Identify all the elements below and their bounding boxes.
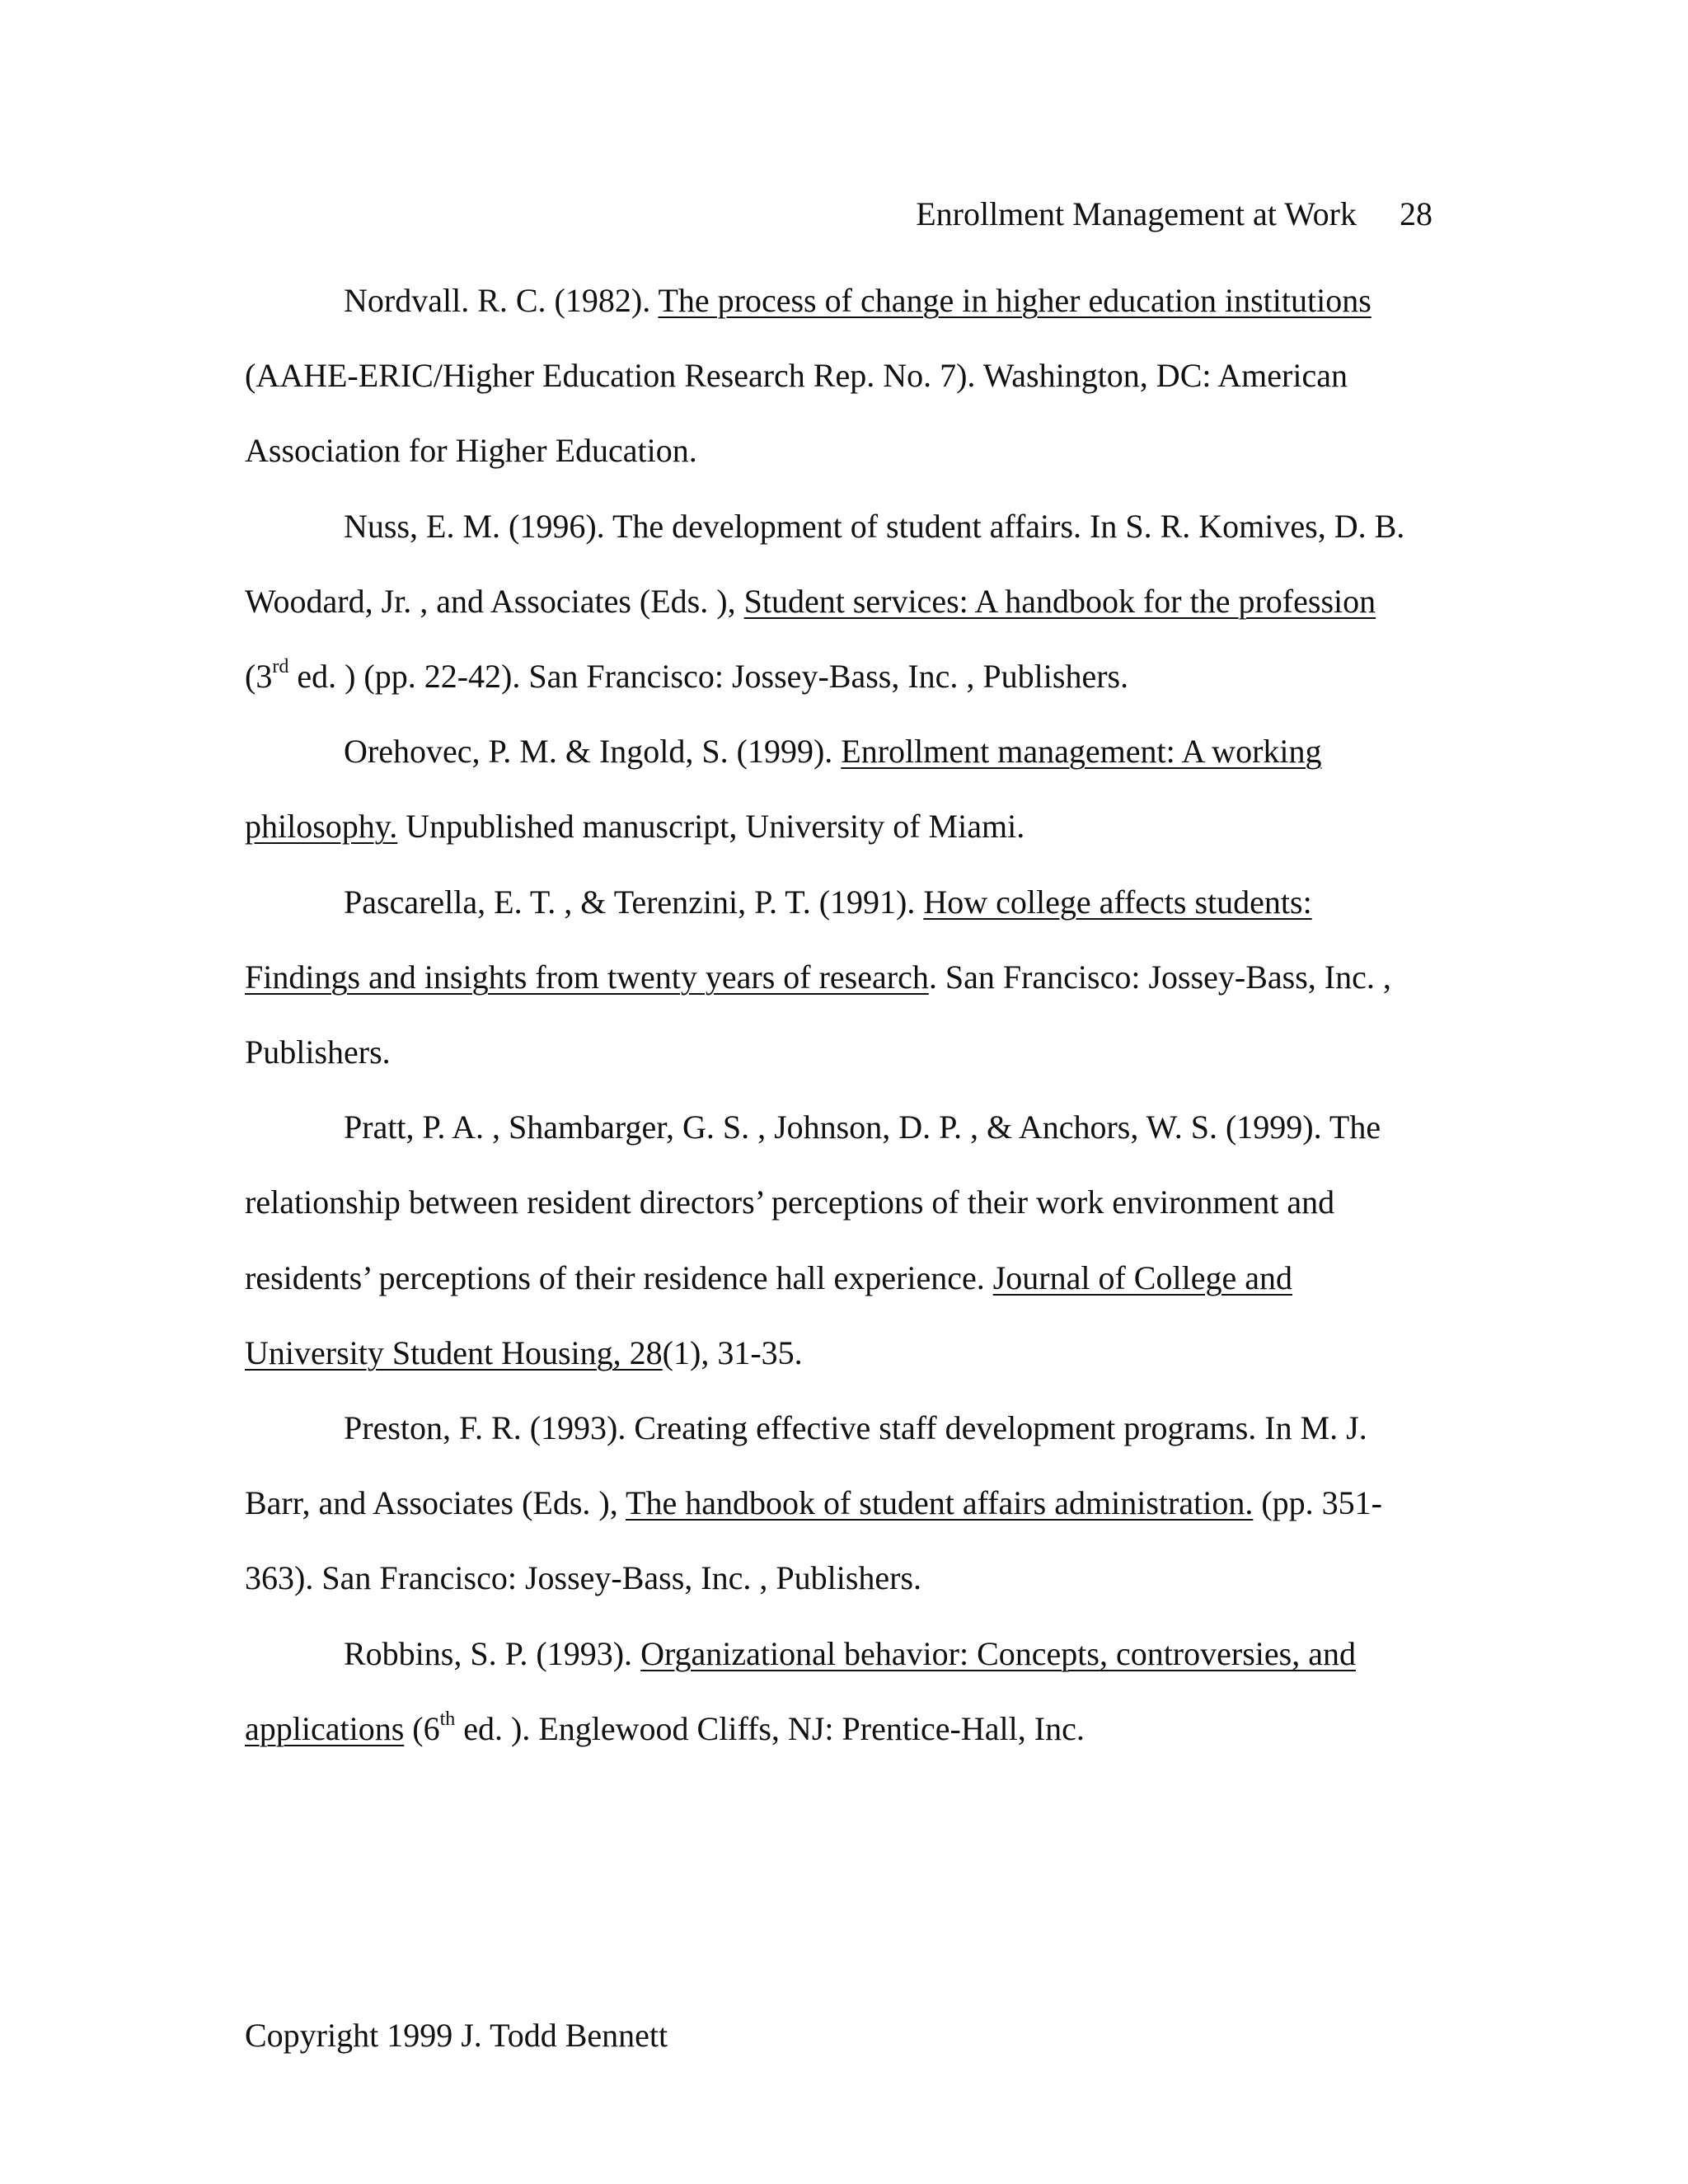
reference-line <box>245 639 1448 714</box>
underlined-title: philosophy. <box>245 808 398 846</box>
reference-line <box>245 1540 1448 1615</box>
reference-orehovec <box>245 714 1448 864</box>
citation-text: ed. ) (pp. 22-42). San Francisco: Jossey-Bass, Inc. , Publishers. <box>288 658 1129 696</box>
underlined-title: University Student Housing, 28 <box>245 1333 663 1371</box>
citation-text: . San Francisco: Jossey-Bass, Inc. , <box>928 958 1391 996</box>
reference-line <box>245 1691 1448 1766</box>
reference-preston <box>245 1390 1448 1616</box>
citation-text: Preston, F. R. (1993). Creating effective staff development programs. In M. J. <box>344 1409 1367 1447</box>
reference-list <box>245 263 1448 1766</box>
citation-text: Barr, and Associates (Eds. ), <box>245 1484 626 1522</box>
reference-robbins <box>245 1616 1448 1766</box>
reference-pratt <box>245 1090 1448 1390</box>
reference-line <box>245 564 1448 639</box>
citation-text: 363). San Francisco: Jossey-Bass, Inc. , Publishers. <box>245 1559 922 1597</box>
citation-text: Orehovec, P. M. & Ingold, S. (1999). <box>344 733 842 771</box>
reference-line <box>245 865 1448 940</box>
ordinal-superscript: th <box>439 1708 456 1730</box>
reference-line <box>245 338 1448 413</box>
underlined-title: Journal of College and <box>992 1258 1292 1296</box>
reference-line <box>245 1390 1448 1465</box>
underlined-title: Findings and insights from twenty years of research <box>245 958 929 996</box>
reference-line <box>245 1015 1448 1090</box>
citation-text: (1), 31-35. <box>662 1333 803 1371</box>
underlined-title: applications <box>245 1709 405 1747</box>
citation-text: Nuss, E. M. (1996). The development of student affairs. In S. R. Komives, D. B. <box>344 507 1405 545</box>
running-title: Enrollment Management at Work <box>916 195 1357 232</box>
reference-line <box>245 1465 1448 1540</box>
citation-text: (AAHE-ERIC/Higher Education Research Rep. No. 7). Washington, DC: American <box>245 357 1348 395</box>
reference-nuss <box>245 489 1448 715</box>
citation-text: residents’ perceptions of their residence hall experience. <box>245 1258 993 1296</box>
citation-text: ed. ). Englewood Cliffs, NJ: Prentice-Hall, Inc. <box>455 1709 1085 1747</box>
reference-pascarella <box>245 865 1448 1090</box>
reference-line <box>245 940 1448 1015</box>
citation-text: relationship between resident directors’ perceptions of their work environment and <box>245 1183 1335 1221</box>
reference-line <box>245 489 1448 564</box>
citation-text: Pascarella, E. T. , & Terenzini, P. T. (1991). <box>344 883 924 921</box>
citation-text: Robbins, S. P. (1993). <box>344 1634 641 1672</box>
underlined-title: How college affects students: <box>923 883 1312 921</box>
reference-line <box>245 1240 1448 1315</box>
citation-text: Publishers. <box>245 1033 391 1071</box>
reference-line <box>245 1616 1448 1691</box>
underlined-title: The process of change in higher education institutions <box>658 282 1372 319</box>
reference-line <box>245 1090 1448 1165</box>
citation-text: (3 <box>245 658 273 696</box>
reference-line <box>245 1315 1448 1390</box>
reference-line <box>245 789 1448 864</box>
reference-line <box>245 714 1448 789</box>
ordinal-superscript: rd <box>272 656 289 678</box>
citation-text: (6 <box>404 1709 440 1747</box>
citation-text: Association for Higher Education. <box>245 432 697 470</box>
reference-line <box>245 1165 1448 1240</box>
reference-nordvall <box>245 263 1448 489</box>
page-number: 28 <box>1400 195 1432 232</box>
underlined-title: The handbook of student affairs administration. <box>626 1484 1254 1522</box>
copyright-footer: Copyright 1999 J. Todd Bennett <box>245 2017 668 2054</box>
citation-text: (pp. 351- <box>1253 1484 1382 1522</box>
citation-text: Unpublished manuscript, University of Miami. <box>397 808 1025 846</box>
underlined-title: Organizational behavior: Concepts, controversies, and <box>640 1634 1356 1672</box>
reference-line <box>245 413 1448 488</box>
citation-text: Pratt, P. A. , Shambarger, G. S. , Johnson, D. P. , & Anchors, W. S. (1999). The <box>344 1108 1381 1146</box>
reference-line <box>245 263 1448 338</box>
citation-text: Nordvall. R. C. (1982). <box>344 282 659 319</box>
running-head <box>916 194 1432 234</box>
citation-text: Woodard, Jr. , and Associates (Eds. ), <box>245 582 744 620</box>
underlined-title: Student services: A handbook for the profession <box>743 582 1376 620</box>
underlined-title: Enrollment management: A working <box>841 733 1322 771</box>
